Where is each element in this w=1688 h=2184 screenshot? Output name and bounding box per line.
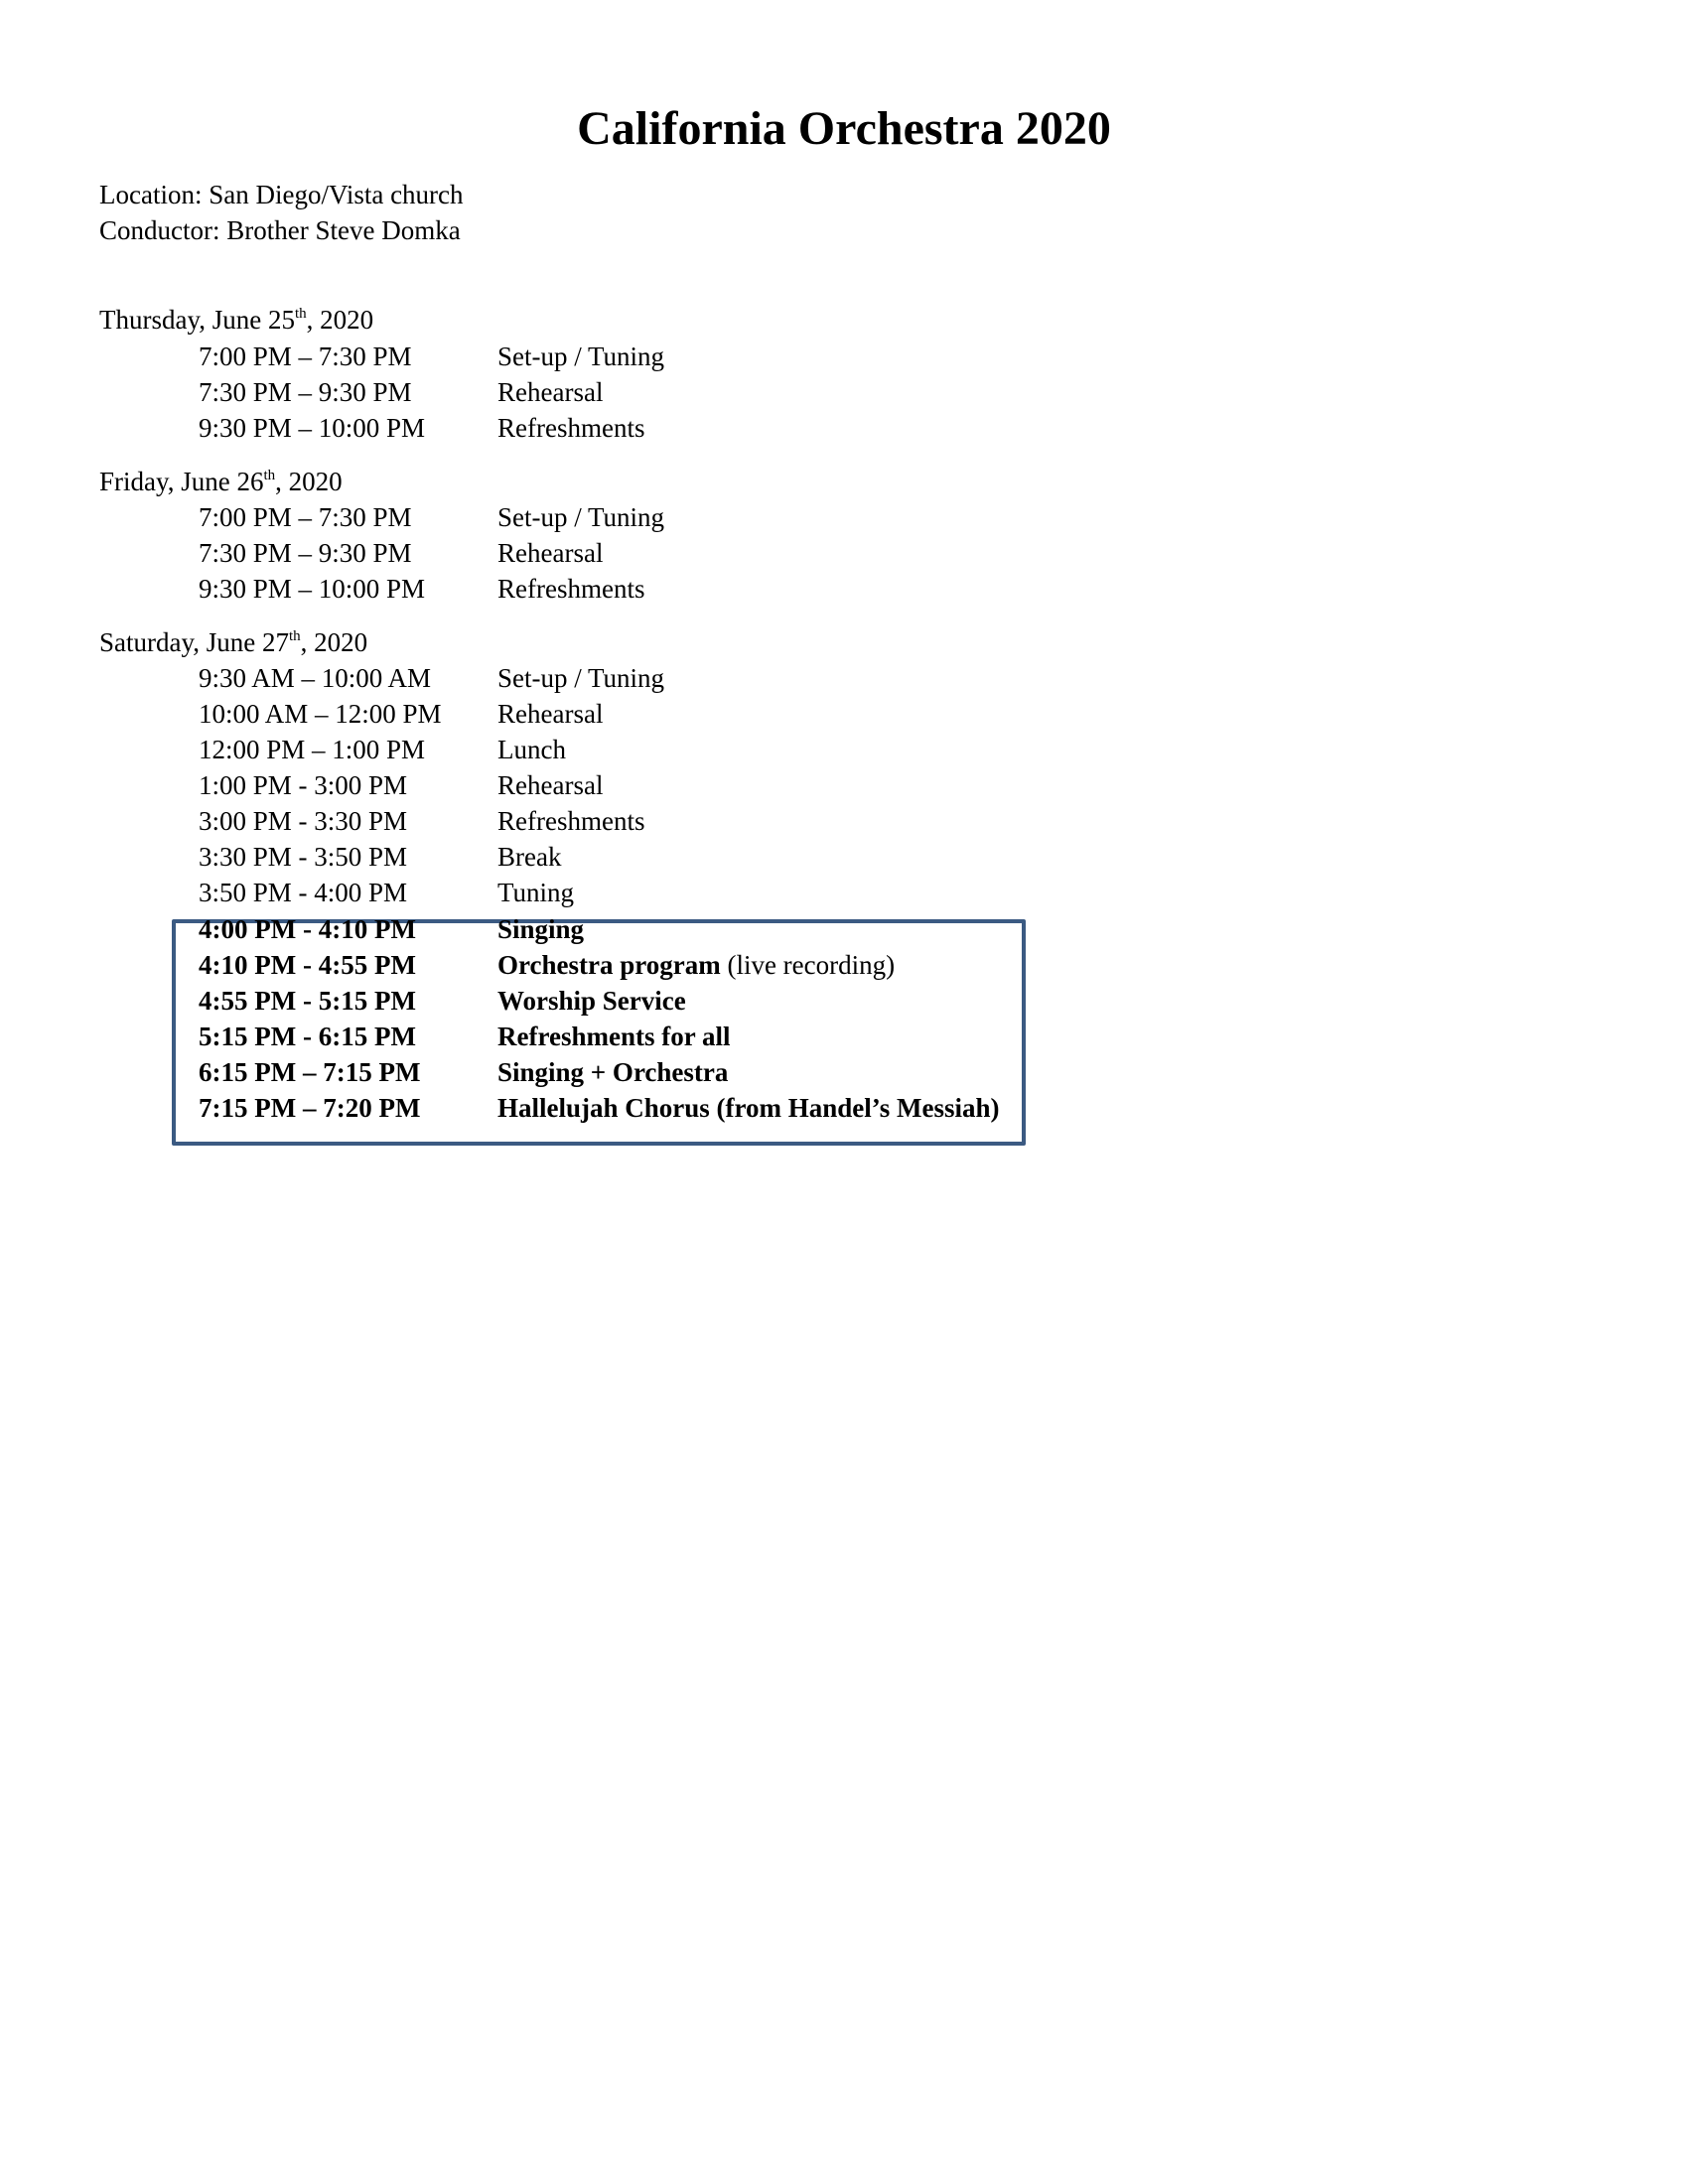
schedule-time: 4:00 PM - 4:10 PM xyxy=(199,914,416,944)
day-heading-thursday xyxy=(99,302,373,338)
schedule-row xyxy=(0,803,1688,839)
schedule-activity-title: Orchestra program xyxy=(497,950,721,980)
highlighted-schedule-row xyxy=(0,911,1688,947)
day-heading-saturday xyxy=(99,624,367,660)
schedule-time: 7:00 PM – 7:30 PM xyxy=(199,341,412,371)
schedule-time: 1:00 PM - 3:00 PM xyxy=(199,770,408,800)
schedule-activity xyxy=(497,947,895,983)
schedule-activity: Refreshments xyxy=(497,413,645,443)
schedule-time: 12:00 PM – 1:00 PM xyxy=(199,735,426,764)
schedule-activity: Tuning xyxy=(497,878,575,907)
schedule-row xyxy=(0,732,1688,767)
schedule-row xyxy=(0,696,1688,732)
schedule-time: 4:55 PM - 5:15 PM xyxy=(199,986,416,1016)
highlighted-schedule-row xyxy=(0,983,1688,1019)
schedule-row xyxy=(0,339,1688,374)
schedule-activity: Set-up / Tuning xyxy=(497,341,665,371)
schedule-activity-title: Singing xyxy=(497,914,585,944)
schedule-row xyxy=(0,660,1688,696)
schedule-activity-note: (live recording) xyxy=(720,950,896,980)
schedule-row xyxy=(0,410,1688,446)
schedule-time: 7:15 PM – 7:20 PM xyxy=(199,1093,421,1123)
day-heading-text: Thursday, June 25 xyxy=(99,305,295,335)
day-heading-year: , 2020 xyxy=(275,467,343,496)
schedule-activity-title: Refreshments for all xyxy=(497,1022,731,1051)
day-heading-year: , 2020 xyxy=(306,305,374,335)
schedule-activity xyxy=(497,911,584,947)
schedule-activity-title: Singing + Orchestra xyxy=(497,1057,729,1087)
schedule-activity: Set-up / Tuning xyxy=(497,663,665,693)
schedule-activity: Refreshments xyxy=(497,574,645,604)
schedule-row xyxy=(0,875,1688,910)
conductor-line: Conductor: Brother Steve Domka xyxy=(99,215,461,245)
schedule-time: 7:30 PM – 9:30 PM xyxy=(199,538,412,568)
highlighted-schedule-row xyxy=(0,1019,1688,1054)
day-heading-text: Saturday, June 27 xyxy=(99,627,289,657)
location-line: Location: San Diego/Vista church xyxy=(99,180,464,209)
day-heading-ordinal: th xyxy=(263,468,276,483)
day-heading-friday xyxy=(99,464,343,499)
schedule-row xyxy=(0,374,1688,410)
highlighted-schedule-row xyxy=(0,1054,1688,1090)
schedule-activity: Rehearsal xyxy=(497,699,604,729)
day-heading-text: Friday, June 26 xyxy=(99,467,264,496)
schedule-time: 9:30 AM – 10:00 AM xyxy=(199,663,432,693)
highlighted-schedule-row xyxy=(0,947,1688,983)
schedule-activity xyxy=(497,1054,728,1090)
schedule-row xyxy=(0,535,1688,571)
schedule-time: 5:15 PM - 6:15 PM xyxy=(199,1022,416,1051)
schedule-activity xyxy=(497,983,686,1019)
schedule-activity-title: Hallelujah Chorus (from Handel’s Messiah) xyxy=(497,1093,1000,1123)
schedule-time: 7:00 PM – 7:30 PM xyxy=(199,502,412,532)
schedule-activity-title: Worship Service xyxy=(497,986,686,1016)
schedule-time: 3:50 PM - 4:00 PM xyxy=(199,878,408,907)
day-heading-year: , 2020 xyxy=(300,627,368,657)
schedule-time: 9:30 PM – 10:00 PM xyxy=(199,574,426,604)
document-title: California Orchestra 2020 xyxy=(577,102,1111,155)
schedule-activity: Lunch xyxy=(497,735,566,764)
schedule-time: 10:00 AM – 12:00 PM xyxy=(199,699,442,729)
highlighted-schedule-row xyxy=(0,1090,1688,1126)
schedule-activity xyxy=(497,1090,1000,1126)
schedule-time: 6:15 PM – 7:15 PM xyxy=(199,1057,421,1087)
schedule-activity: Break xyxy=(497,842,562,872)
schedule-time: 7:30 PM – 9:30 PM xyxy=(199,377,412,407)
day-heading-ordinal: th xyxy=(294,306,307,322)
schedule-activity: Rehearsal xyxy=(497,538,604,568)
schedule-time: 3:30 PM - 3:50 PM xyxy=(199,842,408,872)
schedule-row xyxy=(0,571,1688,607)
schedule-activity: Rehearsal xyxy=(497,377,604,407)
schedule-activity: Set-up / Tuning xyxy=(497,502,665,532)
schedule-row xyxy=(0,839,1688,875)
schedule-time: 3:00 PM - 3:30 PM xyxy=(199,806,408,836)
schedule-activity: Refreshments xyxy=(497,806,645,836)
schedule-row xyxy=(0,767,1688,803)
day-heading-ordinal: th xyxy=(288,628,301,644)
schedule-time: 9:30 PM – 10:00 PM xyxy=(199,413,426,443)
schedule-activity: Rehearsal xyxy=(497,770,604,800)
schedule-row xyxy=(0,499,1688,535)
schedule-activity xyxy=(497,1019,730,1054)
schedule-time: 4:10 PM - 4:55 PM xyxy=(199,950,416,980)
